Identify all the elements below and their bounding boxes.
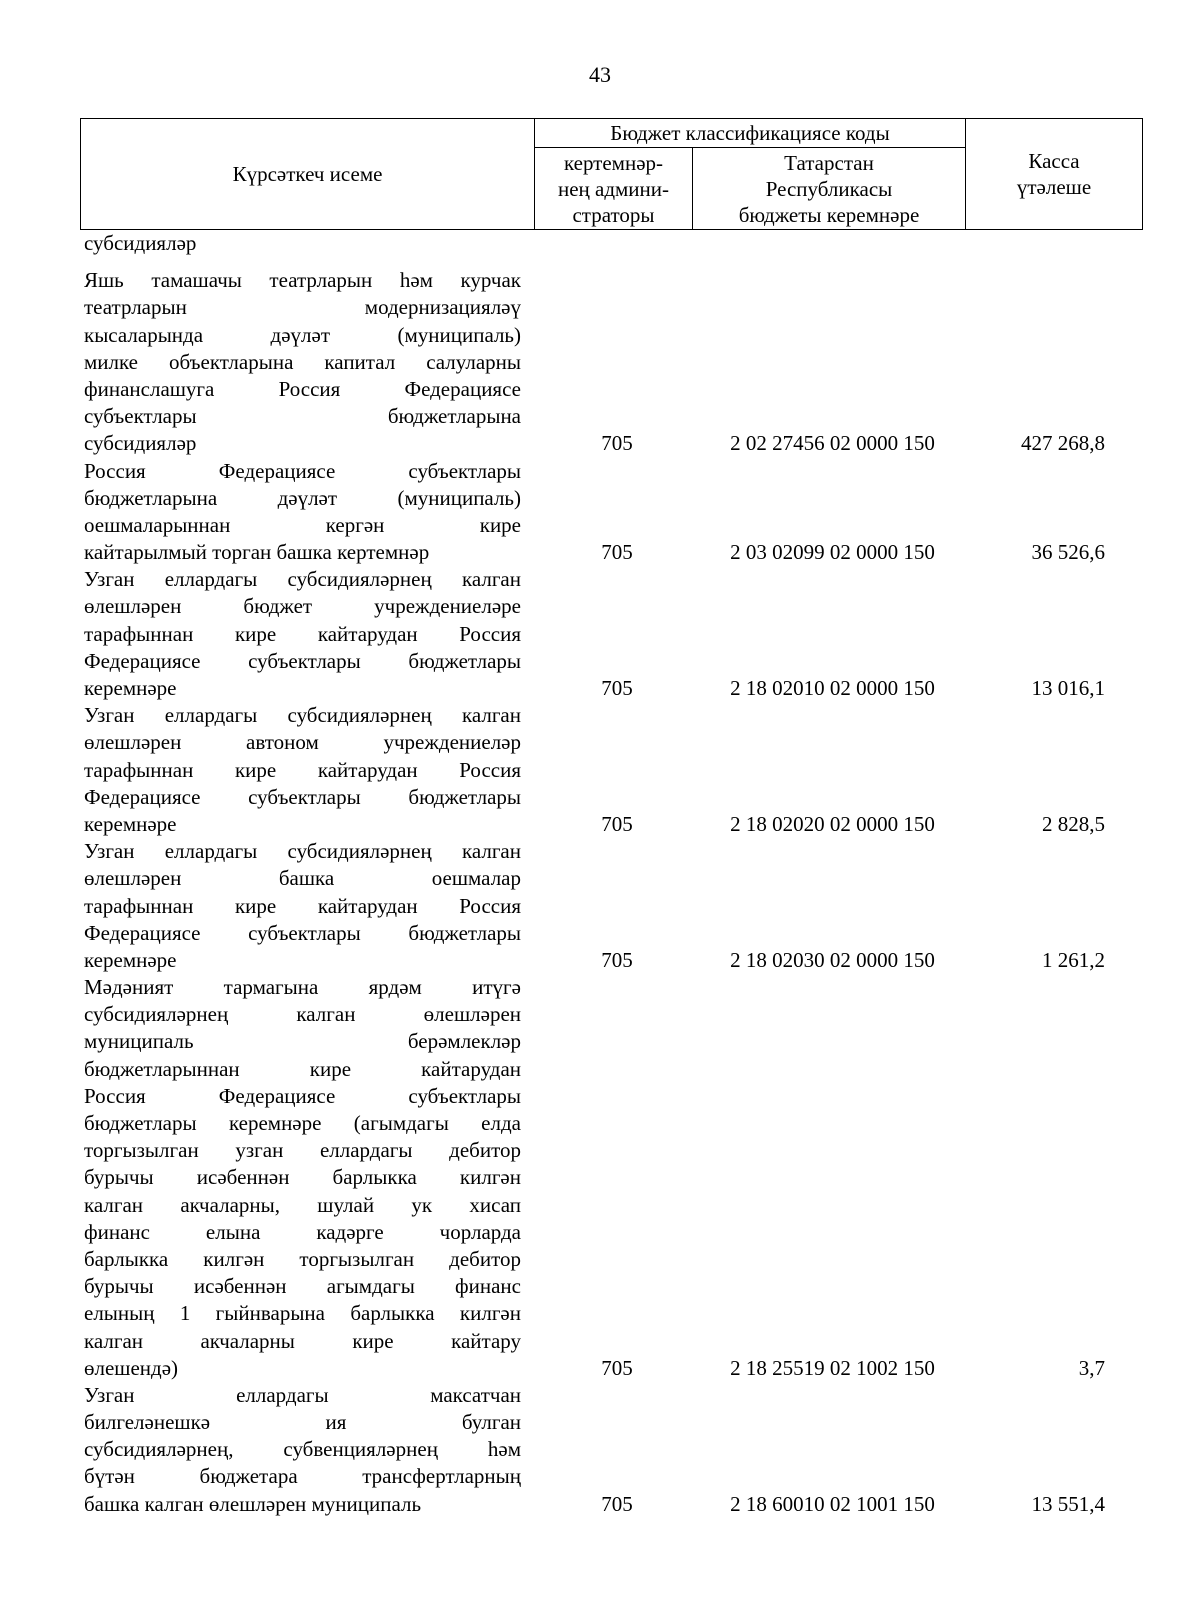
cash-execution-amount: 1 261,2 — [1042, 947, 1105, 972]
indicator-name — [84, 267, 521, 457]
indicator-name-line: Узган еллардагы субсидияләрнең калган — [84, 839, 521, 864]
header-code-line: Республикасы — [765, 176, 893, 201]
administrator-code: 705 — [601, 431, 633, 456]
indicator-name-line: субсидияләр — [84, 231, 197, 255]
header-republic-budget-revenue — [693, 148, 966, 229]
cash-execution-amount: 2 828,5 — [1042, 811, 1105, 836]
header-indicator-name: Күрсәткеч исеме — [81, 119, 535, 229]
indicator-name-line: милке объектларына капитал салуларны — [84, 349, 521, 374]
table-body — [84, 230, 1144, 1518]
header-code-line: Татарстан — [784, 150, 874, 175]
indicator-name-line: кайтарылмый торган башка кертемнәр — [84, 540, 430, 565]
indicator-name-line: субсидияләрнең калган өлешләрен — [84, 1002, 521, 1027]
table-row — [84, 458, 1144, 567]
cash-execution-amount: 36 526,6 — [1031, 540, 1105, 565]
administrator-code: 705 — [601, 1355, 633, 1380]
indicator-name-line: Мәдәният тармагына ярдәм итүгә — [84, 975, 521, 1000]
administrator-code: 705 — [601, 1491, 633, 1516]
header-kassa-line: үтәлеше — [1016, 175, 1092, 199]
header-admin-line: нең админи- — [557, 176, 670, 201]
header-admin-line: кертемнәр- — [563, 150, 664, 175]
administrator-code: 705 — [601, 811, 633, 836]
indicator-name-line: тарафыннан кире кайтарудан Россия — [84, 621, 521, 646]
classification-code: 2 02 27456 02 0000 150 — [730, 431, 935, 456]
indicator-name-line: финанслашуга Россия Федерациясе — [84, 376, 521, 401]
indicator-name-line: өлешләрен бюджет учреждениеләре — [84, 594, 521, 619]
administrator-code: 705 — [601, 540, 633, 565]
indicator-name-line: өлешләрен автоном учреждениеләр — [84, 730, 521, 755]
classification-code: 2 18 02030 02 0000 150 — [730, 947, 935, 972]
indicator-name-line: Федерациясе субъектлары бюджетлары — [84, 784, 521, 809]
classification-code: 2 18 25519 02 1002 150 — [730, 1355, 935, 1380]
indicator-name-line: өлешендә) — [84, 1355, 179, 1380]
indicator-name-line: бүтән бюджетара трансфертларның — [84, 1464, 521, 1489]
indicator-name-line: театрларын модернизацияләү — [84, 295, 521, 320]
table-row — [84, 702, 1144, 838]
indicator-name-line: Федерациясе субъектлары бюджетлары — [84, 920, 521, 945]
table-header — [80, 118, 1143, 230]
header-admin-line: страторы — [572, 202, 655, 227]
indicator-name-line: Яшь тамашачы театрларын һәм курчак — [84, 268, 521, 293]
indicator-name-line: кысаларында дәүләт (муниципаль) — [84, 322, 521, 347]
administrator-code: 705 — [601, 675, 633, 700]
indicator-name-line: тарафыннан кире кайтарудан Россия — [84, 893, 521, 918]
classification-code: 2 18 02010 02 0000 150 — [730, 675, 935, 700]
header-revenue-administrator — [535, 148, 693, 229]
cash-execution-amount: 13 016,1 — [1031, 675, 1105, 700]
indicator-name-line: оешмаларыннан кергән кире — [84, 512, 521, 537]
indicator-name-line: билгеләнешкә ия булган — [84, 1410, 521, 1435]
indicator-name-line: елының 1 гыйнварына барлыкка килгән — [84, 1301, 521, 1326]
indicator-name-line: калган акчаларны кире кайтару — [84, 1328, 521, 1353]
indicator-name — [84, 702, 521, 838]
indicator-name-line: калган акчаларны, шулай ук хисап — [84, 1192, 521, 1217]
page-number: 43 — [589, 62, 611, 87]
table-row — [84, 1382, 1144, 1518]
indicator-name-line: башка калган өлешләрен муниципаль — [84, 1491, 422, 1516]
indicator-name-line: муниципаль берәмлекләр — [84, 1029, 521, 1054]
indicator-name-line: Россия Федерациясе субъектлары — [84, 1083, 521, 1108]
indicator-name-line: бюджетларыннан кире кайтарудан — [84, 1056, 521, 1081]
header-budget-classification-code: Бюджет классификациясе коды — [535, 119, 966, 148]
indicator-name-line: тарафыннан кире кайтарудан Россия — [84, 757, 521, 782]
indicator-name-line: бюджетлары керемнәре (агымдагы елда — [84, 1111, 521, 1135]
indicator-name-line: субсидияләрнең, субвенцияләрнең һәм — [84, 1437, 521, 1462]
classification-code: 2 18 60010 02 1001 150 — [730, 1491, 935, 1516]
indicator-name-line: Федерациясе субъектлары бюджетлары — [84, 648, 521, 673]
indicator-name-line: өлешләрен башка оешмалар — [84, 866, 521, 891]
indicator-name-line: бюджетларына дәүләт (муниципаль) — [84, 485, 521, 510]
indicator-name-line: Узган еллардагы субсидияләрнең калган — [84, 567, 521, 592]
indicator-name-line: торгызылган узган еллардагы дебитор — [84, 1138, 521, 1163]
indicator-name — [84, 838, 521, 974]
indicator-name-line: барлыкка килгән торгызылган дебитор — [84, 1246, 521, 1271]
classification-code: 2 18 02020 02 0000 150 — [730, 811, 935, 836]
header-cash-execution — [966, 119, 1142, 229]
indicator-name-line: субъектлары бюджетларына — [84, 404, 521, 429]
indicator-name — [84, 566, 521, 702]
table-row — [84, 267, 1144, 457]
indicator-name-line: Узган еллардагы субсидияләрнең калган — [84, 703, 521, 728]
administrator-code: 705 — [601, 947, 633, 972]
indicator-name-line: финанс елына кадәрге чорларда — [84, 1219, 521, 1244]
indicator-name-line: субсидияләр — [84, 431, 197, 456]
cash-execution-amount: 3,7 — [1078, 1355, 1105, 1380]
indicator-name-line: керемнәре — [84, 676, 177, 700]
header-kassa-line: Касса — [1028, 149, 1080, 173]
indicator-name — [84, 974, 521, 1382]
indicator-name-line: бурычы исәбеннән агымдагы финанс — [84, 1274, 521, 1299]
indicator-name-line: керемнәре — [84, 811, 177, 836]
indicator-name-line: бурычы исәбеннән барлыкка килгән — [84, 1165, 521, 1190]
header-code-line: бюджеты керемнәре — [738, 202, 920, 227]
indicator-name — [84, 458, 521, 567]
classification-code: 2 03 02099 02 0000 150 — [730, 540, 935, 565]
table-row — [84, 230, 1144, 257]
cash-execution-amount: 427 268,8 — [1021, 431, 1105, 456]
cash-execution-amount: 13 551,4 — [1031, 1491, 1105, 1516]
indicator-name — [84, 230, 521, 257]
indicator-name-line: Узган еллардагы максатчан — [84, 1382, 521, 1407]
table-row — [84, 566, 1144, 702]
table-row — [84, 838, 1144, 974]
table-row — [84, 974, 1144, 1382]
indicator-name-line: керемнәре — [84, 947, 177, 972]
indicator-name-line: Россия Федерациясе субъектлары — [84, 458, 521, 483]
indicator-name — [84, 1382, 521, 1518]
